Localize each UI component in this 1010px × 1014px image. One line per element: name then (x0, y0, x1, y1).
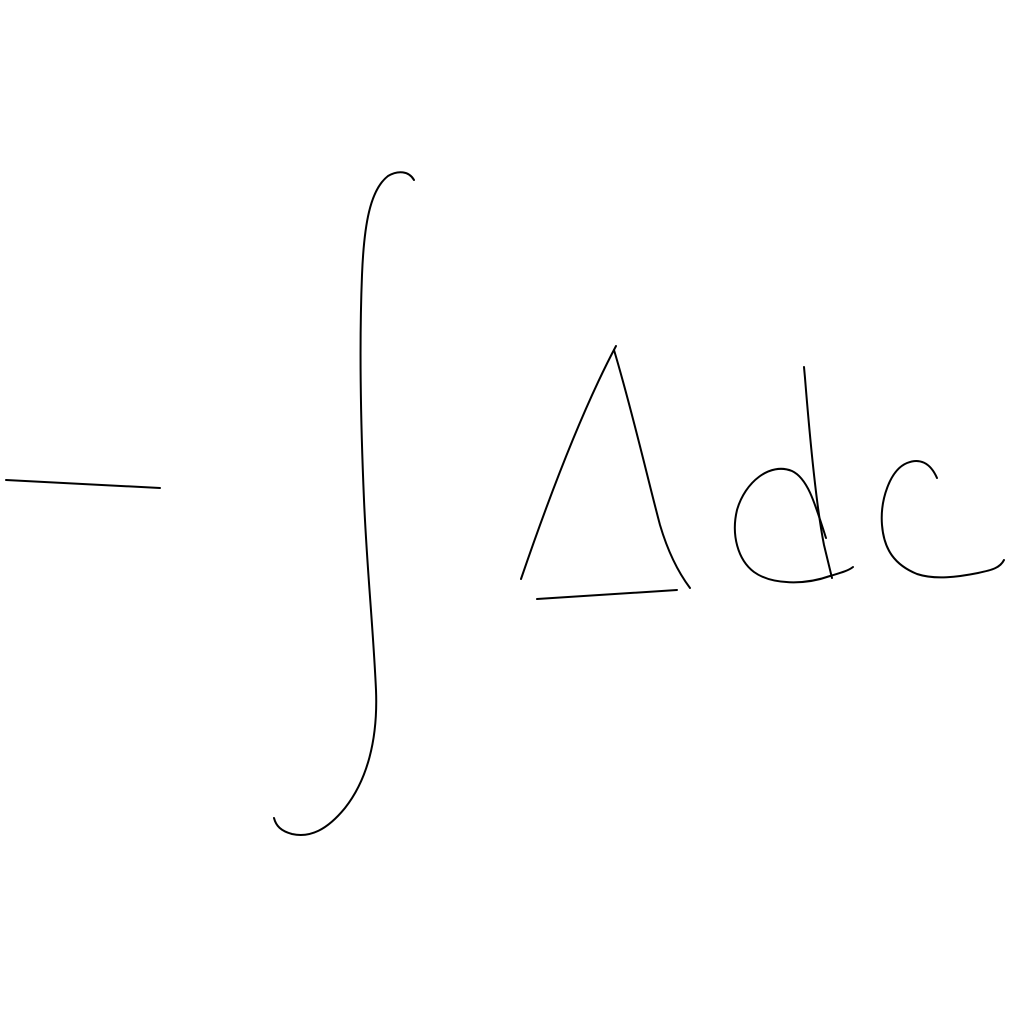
delta-left-stroke (521, 346, 616, 579)
c-stroke (882, 461, 1004, 577)
delta-base-stroke (537, 590, 677, 599)
delta-right-stroke (614, 350, 690, 588)
minus-stroke (6, 480, 160, 488)
d-bowl-stroke (735, 469, 853, 582)
integral-stroke (274, 172, 414, 835)
d-stem-stroke (804, 367, 832, 578)
